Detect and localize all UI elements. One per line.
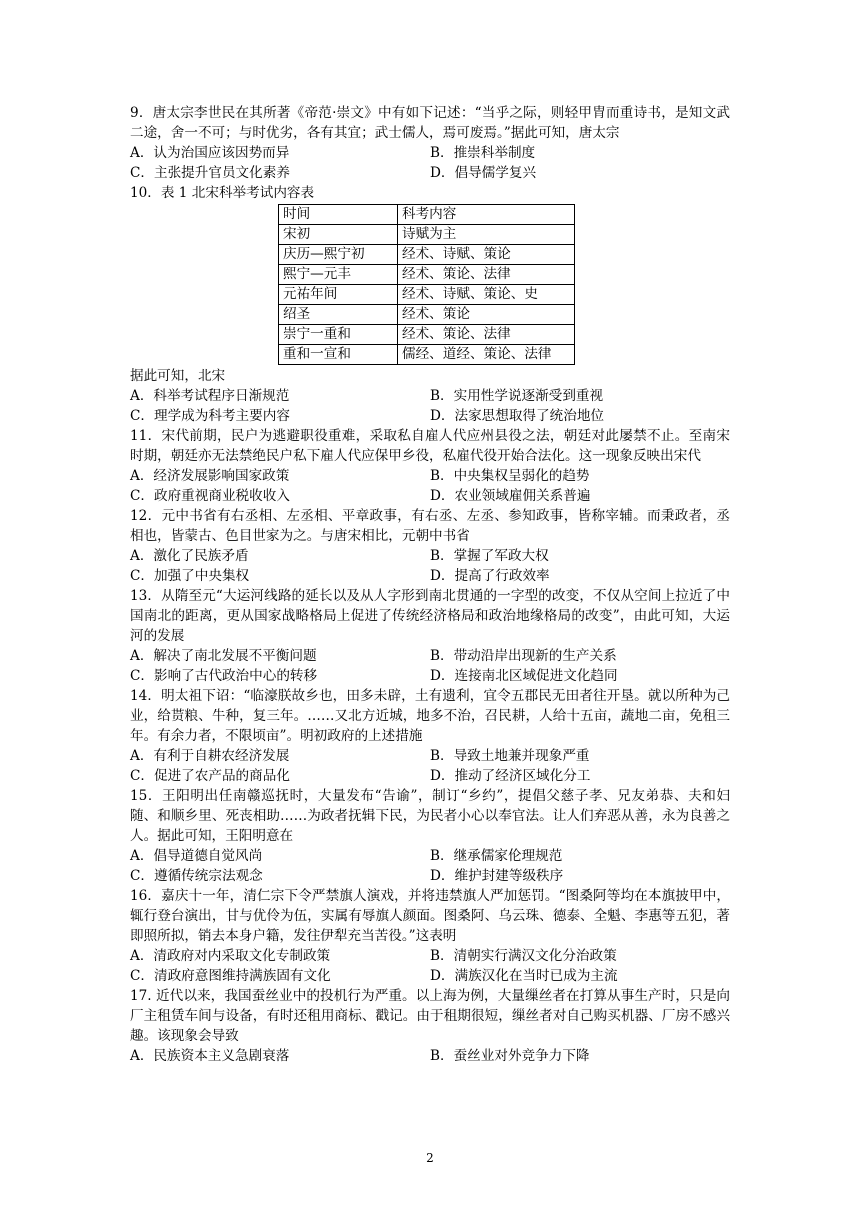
question-14 (130, 686, 730, 786)
table-cell: 经术、策论、法律 (398, 325, 575, 345)
question-stem: 14．明太祖下诏：“临濠朕故乡也，田多未辟，土有遗利，宜令五郡民无田者往开垦。就以所种为己业，给贳粮、牛种，复三年。……又北方近城，地多不治，召民耕，人给十五亩，蔬地二亩，免租三年。有余力者，不限顷亩”。明初政府的上述措施 (130, 688, 730, 744)
option-b: B．继承儒家伦理规范 (430, 848, 563, 864)
question-15 (130, 786, 730, 886)
question-9 (130, 103, 730, 183)
question-16 (130, 886, 730, 986)
option-c: C．促进了农产品的商品化 (130, 768, 290, 784)
question-11 (130, 426, 730, 506)
option-d: D．倡导儒学复兴 (430, 165, 537, 181)
options-grid (130, 746, 730, 786)
table-row (279, 265, 575, 285)
table-cell: 庆历—熙宁初 (279, 245, 398, 265)
table-cell: 儒经、道经、策论、法律 (398, 345, 575, 365)
exam-content-table (278, 204, 575, 365)
table-cell: 元祐年间 (279, 285, 398, 305)
option-c: C．清政府意图维持满族固有文化 (130, 968, 331, 984)
table-header-cell: 科考内容 (398, 205, 575, 225)
options-grid (130, 846, 730, 886)
option-d: D．提高了行政效率 (430, 568, 550, 584)
question-stem: 17. 近代以来，我国蚕丝业中的投机行为严重。以上海为例，大量缫丝者在打算从事生产时，只是向厂主租赁车间与设备，有时还租用商标、戳记。由于租期很短，缫丝者对自己购买机器、厂房不感兴趣。该现象会导致 (130, 988, 730, 1044)
question-12 (130, 506, 730, 586)
question-stem: 12．元中书省有右丞相、左丞相、平章政事，有右丞、左丞、参知政事，皆称宰辅。而秉政者，丞相也，皆蒙古、色目世家为之。与唐宋相比，元朝中书省 (130, 508, 730, 544)
table-cell: 经术、诗赋、策论、史 (398, 285, 575, 305)
question-13 (130, 586, 730, 686)
options-grid (130, 143, 730, 183)
question-stem: 15．王阳明出任南赣巡抚时，大量发布“告谕”，制订“乡约”，提倡父慈子孝、兄友弟恭、夫和妇随、和顺乡里、死丧相助……为政者抚辑下民，为民者小心以奉官法。让人们弃恶从善，永为良善之人。据此可知，王阳明意在 (130, 788, 730, 844)
option-c: C．遵循传统宗法观念 (130, 868, 263, 884)
option-c: C．加强了中央集权 (130, 568, 250, 584)
question-stem: 9．唐太宗李世民在其所著《帝范·崇文》中有如下记述：“当乎之际，则轻甲胄而重诗书，是知文武二途，舍一不可；与时优劣，各有其宜；武士儒人，焉可废焉。”据此可知，唐太宗 (130, 105, 730, 141)
options-grid (130, 466, 730, 506)
table-header-row (279, 205, 575, 225)
option-b: B．掌握了军政大权 (430, 548, 549, 564)
table-cell: 经术、诗赋、策论 (398, 245, 575, 265)
option-c: C．理学成为科考主要内容 (130, 408, 290, 424)
question-10 (130, 183, 730, 426)
table-cell: 熙宁—元丰 (279, 265, 398, 285)
table-cell: 重和一宣和 (279, 345, 398, 365)
table-cell: 经术、策论、法律 (398, 265, 575, 285)
option-a: A．认为治国应该因势而异 (130, 145, 290, 161)
table-row (279, 285, 575, 305)
options-grid (130, 386, 730, 426)
options-grid (130, 546, 730, 586)
option-b: B．清朝实行满汉文化分治政策 (430, 948, 617, 964)
table-row (279, 225, 575, 245)
table-cell: 崇宁一重和 (279, 325, 398, 345)
table-row (279, 245, 575, 265)
option-a: A．解决了南北发展不平衡问题 (130, 648, 317, 664)
table-header-cell: 时间 (279, 205, 398, 225)
table-cell: 经术、策论 (398, 305, 575, 325)
question-stem: 10．表 1 北宋科举考试内容表 (130, 185, 315, 201)
option-a: A．倡导道德自觉风尚 (130, 848, 263, 864)
option-d: D．推动了经济区域化分工 (430, 768, 591, 784)
option-b: B．导致土地兼并现象严重 (430, 748, 590, 764)
option-d: D．满族汉化在当时已成为主流 (430, 968, 618, 984)
exam-page (130, 103, 730, 1066)
option-a: A．民族资本主义急剧衰落 (130, 1048, 290, 1064)
option-b: B．蚕丝业对外竞争力下降 (430, 1048, 590, 1064)
option-b: B．推崇科举制度 (430, 145, 536, 161)
question-stem: 13．从隋至元“大运河线路的延长以及从人字形到南北贯通的一字型的改变，不仅从空间上拉近了中国南北的距离，更从国家战略格局上促进了传统经济格局和政治地缘格局的改变”，由此可知，大运河的发展 (130, 588, 730, 644)
options-grid (130, 946, 730, 986)
options-grid (130, 1046, 730, 1066)
table-row (279, 325, 575, 345)
option-c: C．政府重视商业税收收入 (130, 488, 290, 504)
question-stem: 16．嘉庆十一年，清仁宗下令严禁旗人演戏，并将违禁旗人严加惩罚。“图桑阿等均在本旗披甲中，辄行登台演出，甘与优伶为伍，实属有辱旗人颜面。图桑阿、乌云珠、德泰、全魁、李惠等五犯，著即照所拟，销去本身户籍，发往伊犁充当苦役。”这表明 (130, 888, 730, 944)
table-row (279, 305, 575, 325)
table-cell: 诗赋为主 (398, 225, 575, 245)
option-d: D．连接南北区域促进文化趋同 (430, 668, 618, 684)
option-a: A．经济发展影响国家政策 (130, 468, 290, 484)
option-d: D．法家思想取得了统治地位 (430, 408, 605, 424)
option-d: D．农业领域雇佣关系普遍 (430, 488, 591, 504)
option-b: B．中央集权呈弱化的趋势 (430, 468, 590, 484)
page-number: 2 (426, 1151, 434, 1165)
options-grid (130, 646, 730, 686)
option-c: C．影响了古代政治中心的转移 (130, 668, 318, 684)
option-b: B．带动沿岸出现新的生产关系 (430, 648, 617, 664)
option-a: A．科举考试程序日渐规范 (130, 388, 290, 404)
option-d: D．维护封建等级秩序 (430, 868, 564, 884)
table-cell: 绍圣 (279, 305, 398, 325)
question-stem: 11．宋代前期，民户为逃避职役重难，采取私自雇人代应州县役之法，朝廷对此屡禁不止。至南宋时期，朝廷亦无法禁绝民户私下雇人代应保甲乡役，私雇代役开始合法化。这一现象反映出宋代 (130, 428, 730, 464)
option-a: A．激化了民族矛盾 (130, 548, 249, 564)
option-c: C．主张提升官员文化素养 (130, 165, 290, 181)
question-17 (130, 986, 730, 1066)
table-row (279, 345, 575, 365)
option-a: A．清政府对内采取文化专制政策 (130, 948, 331, 964)
option-b: B．实用性学说逐渐受到重视 (430, 388, 604, 404)
option-a: A．有利于自耕农经济发展 (130, 748, 290, 764)
table-cell: 宋初 (279, 225, 398, 245)
question-followup: 据此可知，北宋 (130, 368, 226, 384)
